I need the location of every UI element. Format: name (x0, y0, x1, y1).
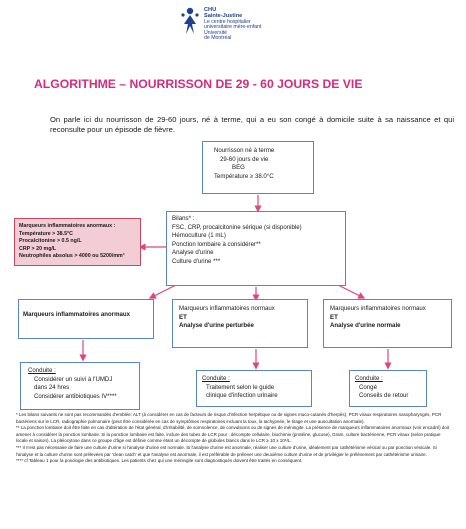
box-line: Traitement selon le guide (206, 383, 275, 391)
box-line: Neutrophiles absolus > 4000 ou 5200/mm³ (19, 253, 125, 260)
flow-box-abnormal-markers (14, 218, 141, 266)
box-line: 29-60 jours de vie (220, 155, 269, 163)
arrow-bilans-to-right (338, 285, 362, 297)
box-line: Analyse d'urine normale (330, 322, 401, 330)
flow-box-conduite-abnormal (20, 362, 140, 410)
box-line: FSC, CRP, procalcitonine sérique (si disponible) (172, 223, 302, 231)
box-line: Culture d'urine *** (172, 257, 221, 265)
box-line: Considérer antibiotiques IV**** (34, 392, 117, 400)
flow-box-conduite-urine-abnormal (196, 370, 312, 407)
box-line: Température > 38.5°C (19, 230, 73, 237)
box-heading: Conduite : (355, 375, 383, 382)
footnote: **** cf Tableau 1 pour la posologie des antibiotiques. Les patients chez qui une méningite sont diagnostiqués doivent être traités en conséquent. (16, 458, 303, 464)
box-line: BEG (232, 164, 245, 172)
box-line: clinique d'infection urinaire (206, 392, 278, 400)
footnote: ** La ponction lombaire doit être faite en cas d'altération de l'état général, d'irritabilité, de somnolence, de convulsions ou de signes de méningite. La présence de marqueurs inflammatoires anormaux (voir encadré) doit amener à considérer la ponction lombaire. Si la ponction lombaire est faite, inclure des tubes de LCR pour : décompte cellulaire, biochimie (protéine, glucose), Gram, culture bactérienne, PCR viraux (selon pratique locale et saison). La pléiocytose dans ce groupe d'âge est définie comme étant un décompte de globules blancs dans le LCR ≥ 10 x 10⁶/L. (16, 425, 450, 444)
box-line: dans 24 hres (34, 384, 70, 392)
intro-paragraph: On parle ici du nourrisson de 29-60 jours, né à terme, qui a eu son congé à domicile suite à sa naissance et qui reconsulte pour un épisode de fièvre. (50, 115, 454, 134)
box-line: Marqueurs inflammatoires normaux (179, 305, 275, 312)
logo-text: CHU (204, 7, 217, 13)
footnotes (16, 412, 450, 465)
box-line: Marqueurs inflammatoires normaux (330, 305, 426, 312)
logo-text: Le centre hospitalier (204, 19, 251, 25)
box-heading: Marqueurs inflammatoires anormaux : (19, 223, 116, 229)
footnote: *** Il n'est pas nécessaire de faire une culture d'urine si l'analyse d'urine est normale. Si l'analyse d'urine est anormale, réaliser une culture d'urine, idéalement par cathétérisme vésical ou par ponction vésicale. Si l'analyse et la culture d'urine sont prélevées par 'clean catch' et que l'analyse est anormale, il est préférable de prélever une deuxième culture d'urine et de privilégier le prélèvement par cathétérisme urinaire. (16, 444, 437, 457)
box-line: Analyse d'urine (172, 249, 214, 257)
box-heading: Bilans* : (172, 215, 195, 222)
box-line: Analyse d'urine perturbée (179, 322, 254, 330)
box-heading: Conduite : (28, 367, 56, 374)
box-line: Température ≥ 38.0°C (214, 172, 274, 180)
box-heading: Conduite : (202, 375, 230, 382)
flow-box-outcome-abnormal (18, 299, 154, 339)
flow-box-outcome-urine-normal (323, 299, 452, 348)
arrow-bilans-to-left (152, 285, 176, 297)
flow-box-outcome-urine-abnormal (172, 299, 308, 348)
box-line: Procalcitonine > 0.5 ng/L (19, 238, 82, 245)
box-line: Ponction lombaire à considérer** (172, 240, 261, 248)
logo-text: Sainte-Justine (204, 13, 243, 19)
box-line: Conseils de retour (359, 392, 409, 400)
box-line: ET (330, 313, 338, 321)
logo-text: Université (204, 30, 228, 36)
logo-text: universitaire mère-enfant (204, 24, 262, 30)
page-title: ALGORITHME – NOURRISSON DE 29 - 60 JOURS DE VIE (34, 77, 363, 91)
box-line: Hémoculture (1 mL) (172, 232, 226, 240)
box-line: CRP > 20 mg/L (19, 245, 57, 252)
box-line: Marqueurs inflammatoires anormaux (23, 311, 131, 318)
box-line: Considérer un suivi à l'UMDJ (34, 375, 113, 383)
box-line: Congé (359, 383, 377, 391)
footnote: * Les bilans suivants ne sont pas recommandés d'emblée: ALT (à considérer en cas de facteurs de risque d'infection herpétique ou de signes muco-cutanés d'herpès), PCR viraux respiratoires nasopharyngés, PCR bactériens sur le LCR, radiographie pulmonaire (peut être considérée en cas de symptômes respiratoires incluant la toux, la tachypnée, le tirage et une auscultation anormale). (16, 412, 442, 424)
box-line: ET (179, 313, 187, 321)
flow-box-bilans (166, 211, 346, 286)
logo-text: de Montréal (204, 35, 232, 41)
flow-box-patient (202, 141, 314, 194)
box-line: Nourrisson né à terme (214, 147, 275, 154)
flow-box-conduite-urine-normal (349, 370, 427, 407)
